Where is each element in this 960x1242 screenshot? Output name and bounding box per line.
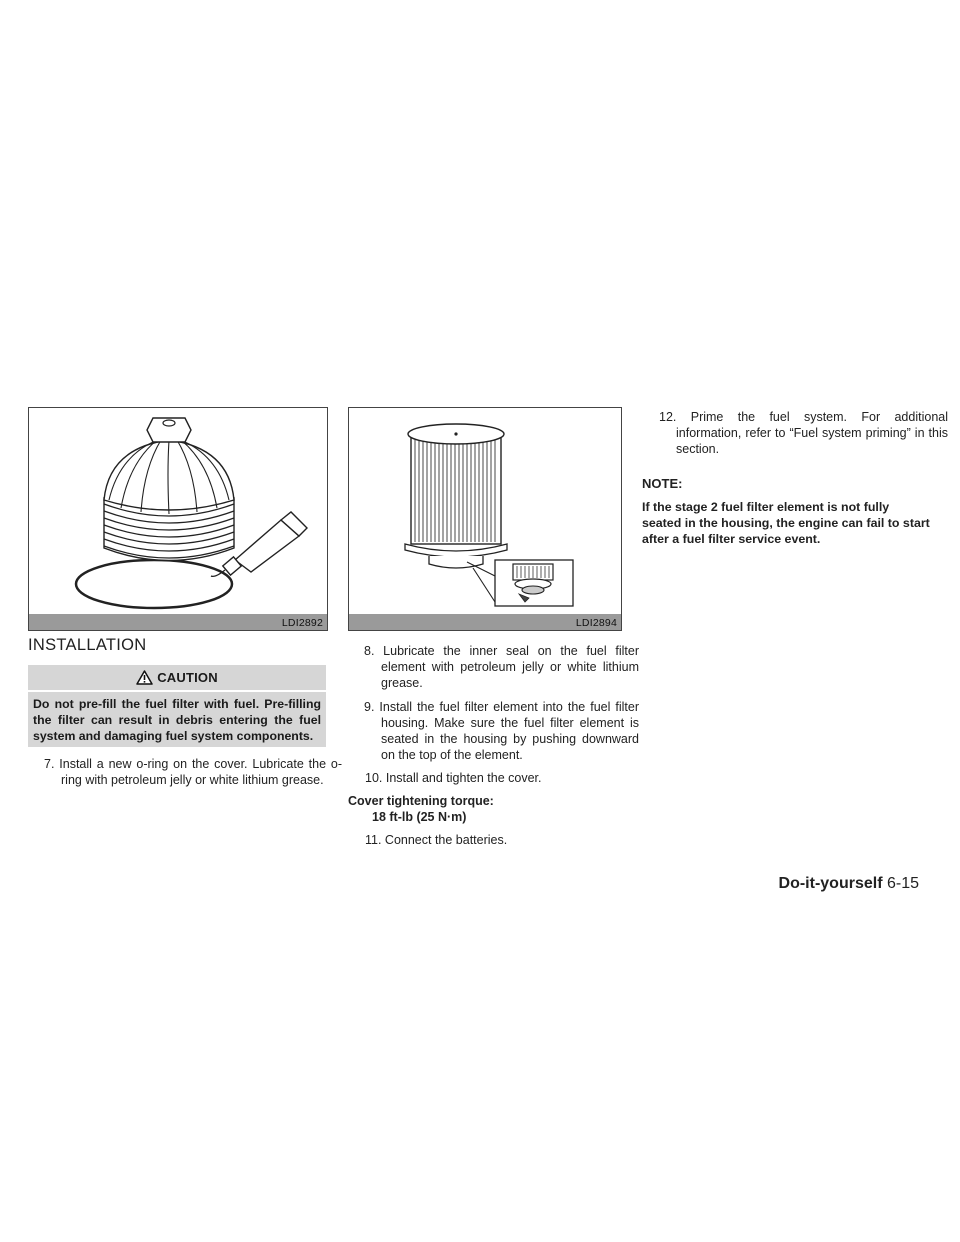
step-12: 12. Prime the fuel system. For additional information, refer to “Fuel system priming” in this section. bbox=[659, 410, 948, 456]
caution-header bbox=[28, 665, 326, 690]
step-8: 8. Lubricate the inner seal on the fuel filter element with petroleum jelly or white lithium grease. bbox=[364, 644, 639, 690]
footer-section: Do-it-yourself bbox=[778, 875, 883, 892]
middle-column bbox=[348, 643, 639, 847]
figure-label: LDI2894 bbox=[575, 617, 617, 629]
note-label: NOTE: bbox=[642, 476, 683, 491]
caution-title: CAUTION bbox=[157, 670, 218, 685]
warning-icon bbox=[136, 670, 153, 685]
figure-label: LDI2892 bbox=[281, 617, 323, 629]
step-11: 11. Connect the batteries. bbox=[365, 833, 508, 847]
note-text: If the stage 2 fuel filter element is not fully seated in the housing, the engine can fail to start after a fuel filter service event. bbox=[642, 500, 930, 546]
caution-text: Do not pre-fill the fuel filter with fuel. Pre-filling the filter can result in debris entering the fuel system and damaging fuel system components. bbox=[28, 692, 326, 747]
figure-filter-element bbox=[348, 407, 622, 631]
page-number: 6-15 bbox=[886, 875, 919, 892]
filter-element-illustration bbox=[349, 408, 621, 614]
figure-caption-bar bbox=[349, 614, 621, 630]
torque-label: Cover tightening torque: bbox=[348, 794, 494, 808]
figure-filter-cover bbox=[28, 407, 328, 631]
step-7: 7. Install a new o-ring on the cover. Lubricate the o-ring with petroleum jelly or white lithium grease. bbox=[44, 757, 342, 787]
figure-caption-bar bbox=[29, 614, 327, 630]
section-heading: INSTALLATION bbox=[28, 636, 147, 654]
step-9: 9. Install the fuel filter element into the fuel filter housing. Make sure the fuel filter element is seated in the housing by pushing downward on the top of the element. bbox=[364, 700, 639, 762]
torque-value: 18 ft-lb (25 N·m) bbox=[372, 810, 467, 824]
step-10: 10. Install and tighten the cover. bbox=[365, 771, 542, 785]
filter-cover-illustration bbox=[29, 408, 327, 614]
page-footer bbox=[779, 875, 919, 893]
